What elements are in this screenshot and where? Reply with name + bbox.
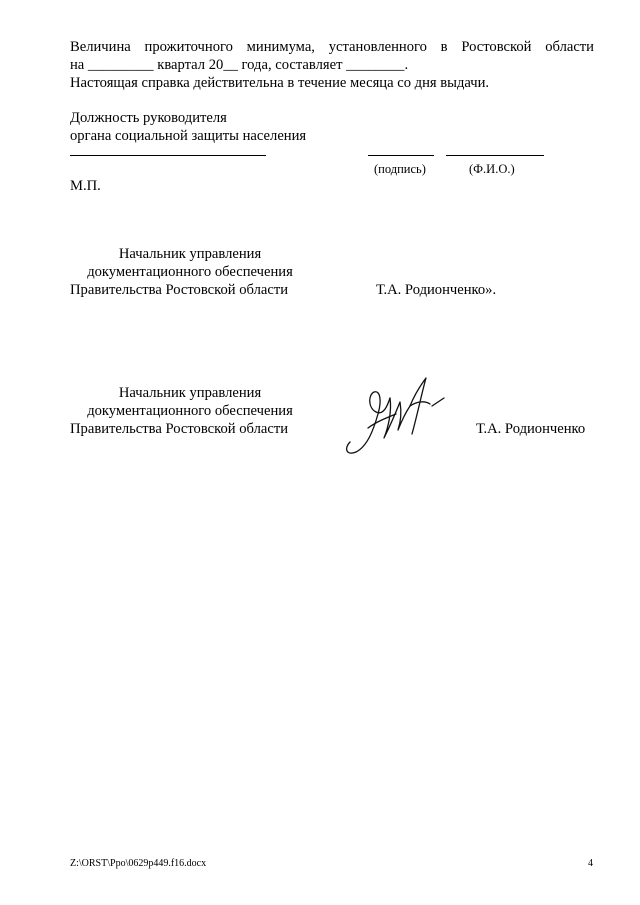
signature-line bbox=[368, 155, 434, 156]
page-number: 4 bbox=[588, 858, 593, 869]
name-line bbox=[446, 155, 544, 156]
stamp-place: М.П. bbox=[70, 178, 101, 194]
footer-file-path: Z:\ORST\Ppo\0629p449.f16.docx bbox=[70, 858, 207, 869]
final-signoff-line-3: Правительства Ростовской области bbox=[70, 421, 289, 437]
body-line-1: Величина прожиточного минимума, установленного в Ростовской области bbox=[70, 39, 594, 55]
body-line-3: Настоящая справка действительна в течение месяца со дня выдачи. bbox=[70, 75, 490, 91]
appendix-signoff-line-3: Правительства Ростовской области bbox=[70, 282, 289, 298]
final-signoff-name: Т.А. Родионченко bbox=[476, 421, 586, 437]
head-title-line-2: органа социальной защиты населения bbox=[70, 128, 307, 144]
appendix-signoff-line-2: документационного обеспечения bbox=[87, 264, 293, 280]
appendix-signoff-line-1: Начальник управления bbox=[118, 246, 262, 262]
appendix-signoff-name: Т.А. Родионченко». bbox=[376, 282, 497, 298]
name-caption: (Ф.И.О.) bbox=[469, 162, 515, 176]
handwritten-signature bbox=[340, 372, 460, 458]
final-signoff-line-2: документационного обеспечения bbox=[87, 403, 293, 419]
position-signature-line bbox=[70, 155, 266, 156]
head-title-line-1: Должность руководителя bbox=[70, 110, 227, 126]
body-line-2: на _________ квартал 20__ года, составляет ________. bbox=[70, 57, 409, 73]
final-signoff-line-1: Начальник управления bbox=[118, 385, 262, 401]
signature-caption: (подпись) bbox=[374, 162, 426, 176]
